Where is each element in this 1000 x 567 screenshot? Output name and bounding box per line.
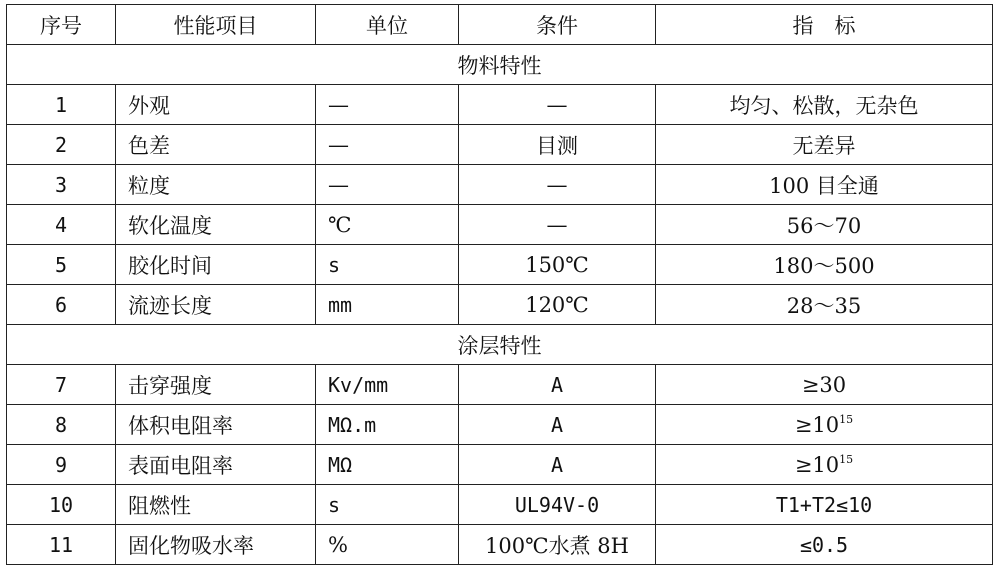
table-row	[7, 245, 993, 285]
row-no: 2	[7, 125, 116, 165]
row-unit: s	[316, 485, 459, 525]
row-item: 表面电阻率	[116, 445, 316, 485]
row-unit: mm	[316, 285, 459, 325]
header-item: 性能项目	[116, 5, 316, 45]
table-row	[7, 445, 993, 485]
row-item: 软化温度	[116, 205, 316, 245]
row-no: 1	[7, 85, 116, 125]
row-spec: 56～70	[656, 205, 993, 245]
row-no: 9	[7, 445, 116, 485]
section-title: 物料特性	[7, 45, 993, 85]
row-spec: ≥10	[794, 452, 840, 477]
row-condition: A	[459, 405, 656, 445]
row-unit: MΩ.m	[316, 405, 459, 445]
row-item: 粒度	[116, 165, 316, 205]
header-unit: 单位	[316, 5, 459, 45]
table-row	[7, 165, 993, 205]
row-unit: —	[316, 165, 459, 205]
table-row	[7, 85, 993, 125]
row-condition: 120℃	[459, 285, 656, 325]
row-item: 阻燃性	[116, 485, 316, 525]
row-spec-cell	[656, 445, 993, 485]
row-no: 8	[7, 405, 116, 445]
row-no: 10	[7, 485, 116, 525]
row-unit: ℃	[316, 205, 459, 245]
row-spec-cell	[656, 405, 993, 445]
table-row	[7, 285, 993, 325]
header-row	[7, 5, 993, 45]
row-item: 色差	[116, 125, 316, 165]
section-title: 涂层特性	[7, 325, 993, 365]
table-row	[7, 405, 993, 445]
row-no: 3	[7, 165, 116, 205]
table-row	[7, 485, 993, 525]
row-spec: 100 目全通	[656, 165, 993, 205]
row-condition: 目测	[459, 125, 656, 165]
spec-table	[6, 4, 993, 565]
row-item: 胶化时间	[116, 245, 316, 285]
row-spec-exponent: 15	[839, 452, 854, 466]
row-item: 击穿强度	[116, 365, 316, 405]
section-row	[7, 325, 993, 365]
row-unit: %	[316, 525, 459, 565]
row-no: 6	[7, 285, 116, 325]
row-spec: 无差异	[656, 125, 993, 165]
header-condition: 条件	[459, 5, 656, 45]
header-no: 序号	[7, 5, 116, 45]
table-row	[7, 365, 993, 405]
row-condition: 100℃水煮 8H	[459, 525, 656, 565]
row-item: 外观	[116, 85, 316, 125]
row-no: 7	[7, 365, 116, 405]
row-condition: A	[459, 445, 656, 485]
row-item: 体积电阻率	[116, 405, 316, 445]
row-item: 固化物吸水率	[116, 525, 316, 565]
row-unit: —	[316, 125, 459, 165]
row-condition: —	[459, 205, 656, 245]
row-unit: —	[316, 85, 459, 125]
row-unit: Kv/mm	[316, 365, 459, 405]
row-spec: ≤0.5	[656, 525, 993, 565]
table-row	[7, 125, 993, 165]
row-spec: T1+T2≤10	[656, 485, 993, 525]
row-condition: —	[459, 165, 656, 205]
row-unit: MΩ	[316, 445, 459, 485]
row-condition: A	[459, 365, 656, 405]
row-spec: 28～35	[656, 285, 993, 325]
row-spec: ≥30	[656, 365, 993, 405]
row-spec-exponent: 15	[839, 412, 854, 426]
row-condition: 150℃	[459, 245, 656, 285]
row-spec: 均匀、松散，无杂色	[656, 85, 993, 125]
row-condition: UL94V-0	[459, 485, 656, 525]
row-spec: ≥10	[794, 412, 840, 437]
table-row	[7, 205, 993, 245]
table-row	[7, 525, 993, 565]
row-item: 流迹长度	[116, 285, 316, 325]
row-no: 4	[7, 205, 116, 245]
row-no: 5	[7, 245, 116, 285]
row-spec: 180～500	[656, 245, 993, 285]
row-no: 11	[7, 525, 116, 565]
row-unit: s	[316, 245, 459, 285]
header-spec: 指 标	[656, 5, 993, 45]
row-condition: —	[459, 85, 656, 125]
section-row	[7, 45, 993, 85]
